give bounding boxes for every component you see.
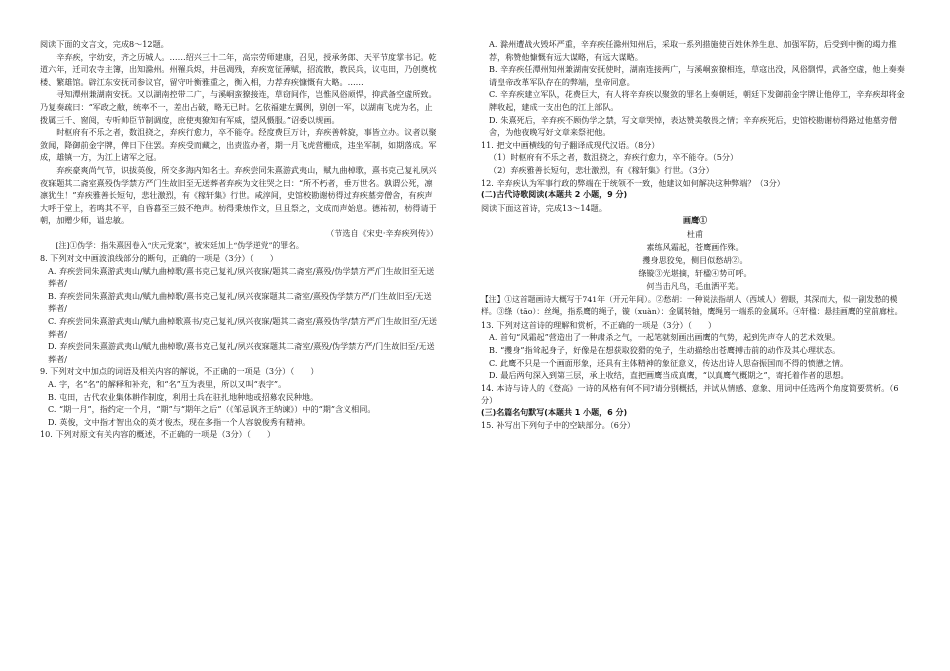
poem-line: 何当击凡鸟，毛血洒平芜。 <box>646 281 744 292</box>
right-column <box>481 38 909 432</box>
poem-line: 㩳身思狡兔，侧目似愁胡②。 <box>642 254 748 265</box>
question-8-option: C. 弃疾尝同朱熹游武夷山/赋九曲棹歌熹书/克己复礼/夙兴夜寐/题其二斋室/熹殁伪学/禁方严/门生故旧至/无送葬者/ <box>48 316 437 339</box>
question-8-stem: 8. 下列对文中画波浪线部分的断句，正确的一项是（3分）（ ） <box>40 253 279 264</box>
left-column <box>40 38 438 441</box>
question-13-stem: 13. 下列对这首诗的理解和赏析，不正确的一项是（3分）（ ） <box>481 319 717 330</box>
question-10-option: C. 辛弃疾建立军队，花费巨大，有人将辛弃疾以聚敛的罪名上奏朝廷，朝廷下发御前金字牌让他停工，辛弃疾却将金牌收起，建成一支出色的江上部队。 <box>489 89 905 112</box>
question-13-option: B. “㩳身”指耸起身子，好像是在想获取狡猾的兔子，生动描绘出苍鹰搏击前的动作及其心理状态。 <box>489 344 841 355</box>
poem-line: 绦镟③光堪摘，轩楹④势可呼。 <box>638 268 752 279</box>
passage-paragraph: 弃疾豪爽尚气节，识拔英俊，所交多海内知名士。弃疾尝同朱熹游武夷山，赋九曲棹歌，熹书克己复礼夙兴夜寐题其二斋室熹殁伪学禁方严门生故旧至无送葬者弃疾为文往哭之曰：“所不朽者，垂万世名。孰谓公死，凛凛犹生！”弃疾雅善长短句，悲壮激烈，有《稼轩集》行世。咸淳间，史馆校勘谢枋得过弃疾墓旁僧舍，有疾声大呼于堂上，若鸣其不平，自昏暮至三鼓不绝声。枋得秉烛作文，旦且祭之，文成而声始息。德祐初，枋得请于朝，加赠少师，谥忠敏。 <box>40 164 437 226</box>
question-13-option: D. 最后两句深入到第三层，承上收结，直把画鹰当成真鹰，“以真鹰气概期之”，寄托着作者的思想。 <box>489 370 849 381</box>
passage-source: （节选自《宋史·辛弃疾列传》） <box>326 227 438 238</box>
question-8-option: B. 弃疾尝同朱熹游武夷山/赋九曲棹歌/熹书克己复礼/夙兴夜寐题其二斋室/熹殁伪学禁方严/门生故旧至/无送葬者/ <box>48 290 432 314</box>
question-11-item: （1）时枢府有不乐之者，数沮挠之，弃疾行愈力，卒不能夺。（5分） <box>489 152 739 163</box>
poem-intro: 阅读下面这首诗，完成13～14题。 <box>481 202 607 213</box>
poem-author: 杜甫 <box>686 228 704 239</box>
poem-title: 画鹰① <box>682 215 708 226</box>
passage-note: [注]①伪学：指朱熹因卷入“庆元党案”，被宋廷加上“伪学逆党”的罪名。 <box>55 240 304 250</box>
question-9-option: B. 屯田，古代农业集体耕作制度，利用士兵在驻扎地种地或招募农民种地。 <box>48 391 319 402</box>
poem-note: 【注】①这首题画诗大概写于741年（开元年间）。②愁胡：一种说法指胡人（西域人）碧眼，其深而大，似一副发愁的模样。③绦（tāo）：丝绳，指系鹰的绳子，镟（xuàn）：金属转轴，鹰绳另一端系的金属环。④轩楹：悬挂画鹰的堂前廊柱。 <box>481 294 903 317</box>
question-10-option: B. 辛弃疾任潭州知州兼湖南安抚使时，湖南连接两广，与溪峒蛮獠相连，草寇出没，风俗剽悍，武备空虚，他上奏奏请皇帝改革军队存在的弊端，皇帝同意。 <box>489 64 905 87</box>
question-13-option: A. 首句“风霜起”营造出了一种肃杀之气，一起笔就刻画出画鹰的气势，起到先声夺人的艺术效果。 <box>489 332 841 343</box>
question-10-option: A. 滁州遭战火毁坏严重，辛弃疾任滁州知州后，采取一系列措施使百姓休养生息、加强军防，后受到中衡的竭力推荐，称赞他慷慨有远大谋略，有远大谋略。 <box>489 39 897 62</box>
question-10-option: D. 朱熹死后，辛弃疾不顾伪学之禁，写文章哭悼，表达赞美敬畏之情；辛弃疾死后，史馆校勘谢枋得路过他墓旁僧舍，为他夜晚写好文章来祭祀他。 <box>489 114 897 138</box>
section-3-heading: (三)名篇名句默写(本题共 1 小题，6 分) <box>481 407 628 417</box>
question-12-stem: 12. 辛弃疾认为军事行政的弊端在于统领不一致，他建议如何解决这种弊端？（3分） <box>481 177 785 188</box>
question-11-item: （2）弃疾雅善长短句，悲壮激烈，有《稼轩集》行世。（3分） <box>489 164 714 175</box>
question-14-stem: 14. 本诗与诗人的《登高》一诗的风格有何不同?请分别概括，并试从情感、意象、用词中任选两个角度简要赏析。（6分） <box>481 382 899 406</box>
question-10-stem: 10. 下列对原文有关内容的概述，不正确的一项是（3分）（ ） <box>40 429 276 440</box>
passage-paragraph: 时枢府有不乐之者，数沮挠之，弃疾行愈力，卒不能夺。经度费巨万计，弃疾善斡旋，事皆立办。议者以聚敛闻，降御前金字牌，俾日下住罢。弃疾受而藏之，出责监办者，期一月飞虎营栅成，违坐军制，如期落成。军成，雄镇一方，为江上诸军之冠。 <box>40 127 437 163</box>
question-9-stem: 9. 下列对文中加点的词语及相关内容的解说，不正确的一项是（3分）（ ） <box>40 366 319 377</box>
question-15-stem: 15. 补写出下列句子中的空缺部分。（6分） <box>481 420 636 431</box>
question-9-option: A. 字，名“名”的解释和补充，和“名”互为表里，所以又叫“表字”。 <box>48 379 287 390</box>
question-11-stem: 11. 把文中画横线的句子翻译成现代汉语。（8分） <box>481 139 660 150</box>
reading-intro: 阅读下面的文言文，完成8～12题。 <box>40 39 169 49</box>
question-9-option: C. “期一月”，指约定一个月，“期”与“期年之后”（《邹忌讽齐王纳谏》）中的“期”含义相同。 <box>48 404 376 415</box>
poem-block <box>481 214 909 293</box>
question-8-option: D. 弃疾尝同朱熹游武夷山/赋九曲棹歌/熹书克己复礼/夙兴夜寐题其二斋室/熹殁/伪学禁方严/门生故旧至/无送葬者/ <box>48 341 435 364</box>
passage-paragraph: 辛弃疾，字幼安，齐之历城人。……绍兴三十二年，高宗劳师建康，召见，授承务郎、天平节度掌书记。乾道六年，迁司农寺主簿，出知滁州。州罹兵烬，井邑凋残，弃疾宽征薄赋，招流散，教民兵，议屯田，乃创奠枕楼、繁雄馆。辟江东安抚司参议官，留守叶衡雅重之，衡入相，力荐弃疾慷慨有大略。…… <box>40 51 437 87</box>
poem-line: 素练风霜起，苍鹰画作殊。 <box>646 241 744 252</box>
question-8-option: A. 弃疾尝同朱熹游武夷山/赋九曲棹歌/熹书克己复礼/夙兴夜寐/题其二斋室/熹殁/伪学禁方严/门生故旧至无送葬者/ <box>48 265 435 289</box>
section-2-heading: (二)古代诗歌阅读(本题共 2 小题，9 分) <box>481 190 628 200</box>
question-13-option: C. 此鹰不只是一个画面形象，还具有主体精神的象征意义，传达出诗人思奋振国而不得的愤懑之情。 <box>489 357 849 368</box>
question-9-option: D. 英俊，文中指才智出众的英才俊杰，现在多指一个人容貌俊秀有精神。 <box>48 416 311 427</box>
passage-paragraph: 寻知潭州兼湖南安抚。又以湖南控带二广，与溪峒蛮獠接连，草窃间作，岂惟风俗顽悍，抑武备空虚所致。乃复奏疏曰：“军政之敝，统率不一，差出占破，略无已时。乞依福建左翼例，别创一军，以湖南飞虎为名，止拨属三千、窗阅，专听帅臣节制调度，庶使夷獠知有军威，望风慑服。”诏委以规画。 <box>40 89 437 125</box>
